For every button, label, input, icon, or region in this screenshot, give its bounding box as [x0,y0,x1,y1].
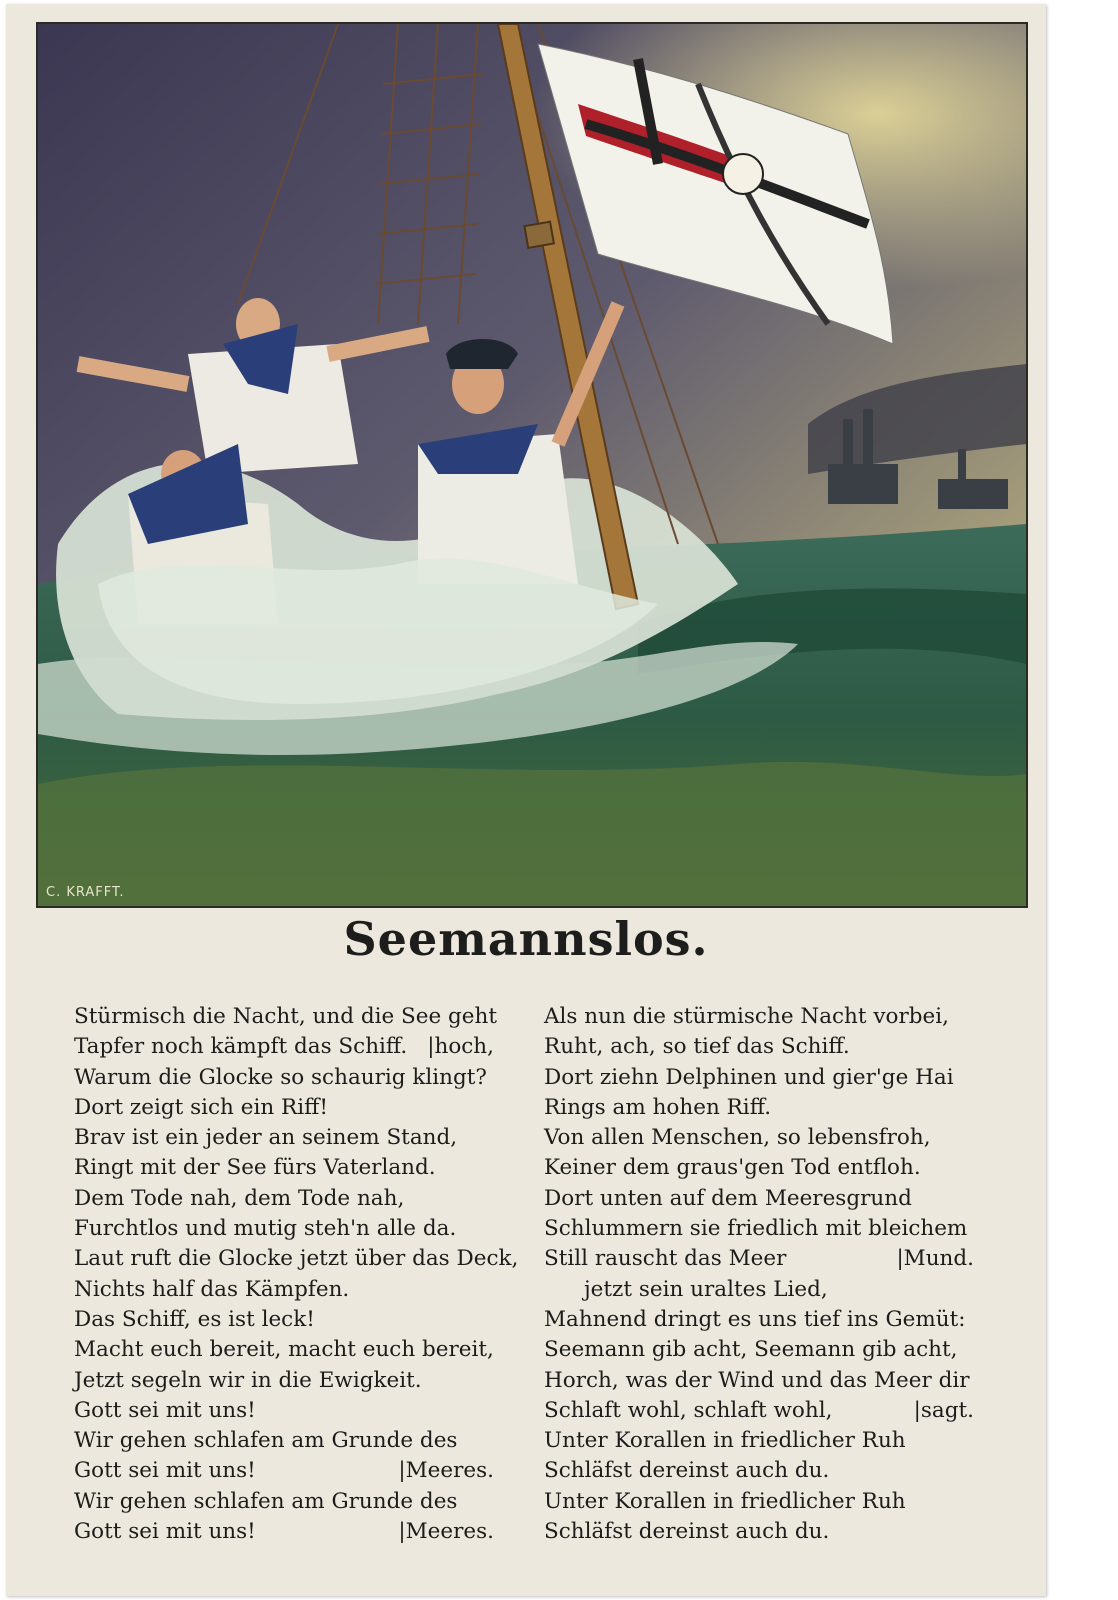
poem-line-text: Schlummern sie friedlich mit bleichem [544,1216,968,1242]
poem-line [544,1487,974,1517]
poem-line-text: Stürmisch die Nacht, und die See geht [74,1004,498,1029]
poem-line-text: Unter Korallen in friedlicher Ruh [544,1488,906,1514]
poem-line-text: Dort unten auf dem Meeresgrund [544,1185,912,1211]
poem-line-text: Jetzt segeln wir in die Ewigkeit. [74,1367,422,1393]
poem-line-text: Schlaft wohl, schlaft wohl, [544,1397,833,1423]
poem-line [74,1487,494,1517]
poem-line [74,1335,494,1365]
poem-line-text: Als nun die stürmische Nacht vorbei, [544,1004,949,1029]
poem-line [544,1305,974,1335]
poem-line-continuation: |sagt. [913,1397,974,1423]
poem-line [74,1366,494,1396]
poem-line [544,1335,974,1365]
poem-line [74,1153,494,1183]
poem-line [544,1093,974,1123]
poem-line-text: Gott sei mit uns! [74,1519,256,1545]
poem-line [544,1184,974,1214]
poem-line-text: jetzt sein uraltes Lied, [584,1276,828,1302]
poem-line [544,1002,974,1032]
poem-line [74,1032,494,1062]
poem-line [74,1063,494,1093]
poem-line [74,1123,494,1153]
poem-line-text: Unter Korallen in friedlicher Ruh [544,1428,906,1454]
poem-line-text: Rings am hohen Riff. [544,1094,772,1120]
poem-line [544,1214,974,1244]
poem-line-text: Dort zeigt sich ein Riff! [74,1094,328,1120]
poem-line-continuation: |hoch, [427,1034,494,1060]
poem-line [544,1123,974,1153]
poem-line-text: Horch, was der Wind und das Meer dir [544,1367,970,1393]
poem-line [74,1305,494,1335]
poem-line-continuation: |Meeres. [398,1519,494,1545]
poem-line [74,1214,494,1244]
poem-line-text: Das Schiff, es ist leck! [74,1306,315,1332]
illustration-sinking-ship [36,22,1028,908]
poem-line-text: Ruht, ach, so tief das Schiff. [544,1034,850,1060]
poem-line-text: Laut ruft die Glocke jetzt über das Deck, [74,1246,519,1272]
poem-line-text: Keiner dem graus'gen Tod entfloh. [544,1155,921,1181]
artist-signature: C. KRAFFT. [46,885,125,900]
poem-line [544,1153,974,1183]
poem-line [544,1366,974,1396]
poem-line-text: Ringt mit der See fürs Vaterland. [74,1155,436,1181]
poem-line [74,1093,494,1123]
poem-line-text: Von allen Menschen, so lebensfroh, [544,1125,931,1151]
poem-line-text: Mahnend dringt es uns tief ins Gemüt: [544,1306,966,1332]
poem-line-text: Gott sei mit uns! [74,1458,256,1484]
poem-line [74,1244,519,1274]
poem-line-text: Macht euch bereit, macht euch bereit, [74,1337,494,1363]
poem-line [74,1184,494,1214]
poem-line-text: Schläfst dereinst auch du. [544,1519,830,1545]
poem-line-text: Schläfst dereinst auch du. [544,1458,830,1484]
poem-right-column [544,1002,974,1547]
poem-line [74,1396,494,1426]
poem-line [74,1275,494,1305]
postcard [6,4,1046,1596]
poem-line-text: Wir gehen schlafen am Grunde des [74,1488,458,1514]
poem-line-text: Furchtlos und mutig steh'n alle da. [74,1216,457,1242]
poem-line-continuation: |Meeres. [398,1458,494,1484]
poem-line [544,1396,974,1426]
illustration-artwork [38,24,1026,906]
poem-line [544,1032,974,1062]
poem-title: Seemannslos. [343,912,709,966]
poem-line-continuation: |Mund. [896,1246,974,1272]
poem-line [74,1426,494,1456]
poem-line [74,1456,494,1486]
poem-line [74,1517,494,1547]
poem-line [544,1517,974,1547]
poem-line-text: Gott sei mit uns! [74,1397,256,1423]
poem-line [544,1456,974,1486]
poem-line [544,1275,974,1305]
poem-line [544,1244,974,1274]
poem-line-text: Brav ist ein jeder an seinem Stand, [74,1125,458,1151]
poem-line-text: Seemann gib acht, Seemann gib acht, [544,1337,958,1363]
poem-line-text: Dem Tode nah, dem Tode nah, [74,1185,405,1211]
poem-left-column [74,1002,519,1547]
poem-line [544,1426,974,1456]
poem-line-text: Still rauscht das Meer [544,1246,787,1272]
poem-line-text: Nichts half das Kämpfen. [74,1276,350,1302]
poem-line-text: Warum die Glocke so schaurig klingt? [74,1064,487,1090]
poem-line [74,1002,498,1032]
poem-line-text: Dort ziehn Delphinen und gier'ge Hai [544,1064,954,1090]
poem-line [544,1063,974,1093]
poem-line-text: Wir gehen schlafen am Grunde des [74,1428,458,1454]
poem-line-text: Tapfer noch kämpft das Schiff. [74,1034,408,1060]
